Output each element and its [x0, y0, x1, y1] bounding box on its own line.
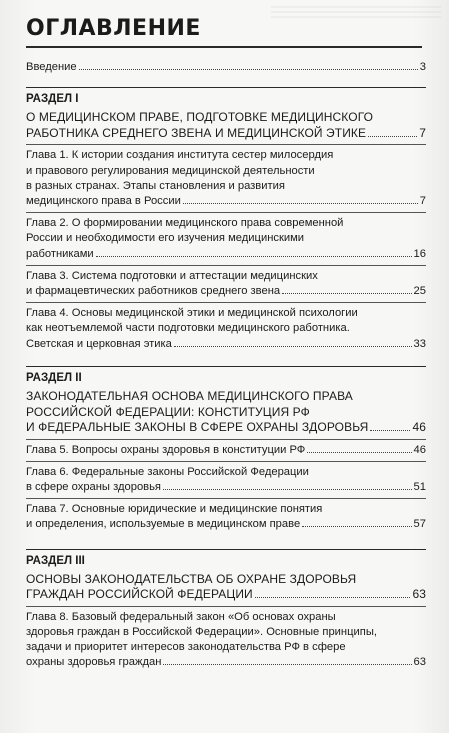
chapter-line	[26, 321, 426, 336]
toc-entry-chapter	[26, 302, 426, 352]
toc-section	[26, 366, 426, 533]
section-title-line	[26, 572, 426, 588]
chapter-line	[26, 148, 426, 163]
toc-entry-chapter	[26, 265, 426, 299]
dot-leader	[282, 293, 411, 294]
dot-leader	[174, 346, 412, 347]
section-label: РАЗДЕЛ II	[26, 371, 82, 384]
chapter-line	[26, 164, 426, 179]
dot-leader	[307, 452, 411, 453]
section-title-line	[26, 110, 426, 126]
section-title	[26, 110, 426, 141]
chapter-text: здоровья граждан в Российской Федерации». Основные принципы,	[26, 625, 377, 638]
section-title-line	[26, 389, 426, 405]
toc-entry-chapter	[26, 606, 426, 671]
chapter-line	[26, 179, 426, 194]
table-of-contents	[26, 58, 426, 671]
dot-leader	[163, 664, 411, 665]
page-number: 7	[419, 125, 426, 140]
section-title-text: О МЕДИЦИНСКОМ ПРАВЕ, ПОДГОТОВКЕ МЕДИЦИНСКОГО	[26, 110, 374, 125]
toc-entry-chapter	[26, 498, 426, 532]
chapter-line	[26, 269, 426, 284]
chapter-text: Глава 8. Базовый федеральный закон «Об основах охраны	[26, 610, 336, 623]
chapter-line	[26, 502, 426, 517]
chapter-text: и фармацевтических работников среднего звена	[26, 285, 281, 298]
dot-leader	[370, 430, 410, 431]
page-number: 25	[413, 285, 426, 298]
page-number: 63	[413, 656, 426, 669]
chapter-line	[26, 640, 426, 655]
section-title-line	[26, 126, 426, 142]
chapter-text: в разных странах. Этапы становления и развития	[26, 179, 285, 192]
chapter-text: и правового регулирования медицинской деятельности	[26, 164, 315, 177]
chapter-text: Глава 6. Федеральные законы Российской Федерации	[26, 465, 309, 478]
page-number: 16	[413, 247, 426, 260]
section-title-text: РОССИЙСКОЙ ФЕДЕРАЦИИ: КОНСТИТУЦИЯ РФ	[26, 404, 310, 419]
chapter-text: Глава 5. Вопросы охраны здоровья в конституции РФ	[26, 443, 306, 456]
chapter-text: России и необходимости его изучения медицинскими	[26, 232, 305, 245]
toc-entry-chapter	[26, 144, 426, 209]
dot-leader	[183, 203, 418, 204]
title-rule	[26, 46, 422, 48]
dot-leader	[255, 597, 411, 598]
show-through-text	[271, 6, 441, 20]
page-number: 57	[413, 518, 426, 531]
chapter-text: Глава 7. Основные юридические и медицинские понятия	[26, 503, 323, 516]
dot-leader	[163, 489, 412, 490]
section-title	[26, 389, 426, 436]
toc-entry-chapter	[26, 461, 426, 495]
toc-entry-introduction	[26, 60, 426, 75]
chapter-line	[26, 337, 426, 352]
chapter-line	[26, 284, 426, 299]
toc-entry-chapter	[26, 212, 426, 262]
chapter-line	[26, 194, 426, 209]
chapter-line	[26, 306, 426, 321]
chapter-line	[26, 625, 426, 640]
dot-leader	[302, 526, 411, 527]
toc-section	[26, 549, 426, 671]
page-number: 46	[413, 443, 426, 456]
chapter-text: и определения, используемые в медицинском праве	[26, 518, 301, 531]
toc-entry-text: Введение	[26, 61, 77, 73]
page-number: 46	[412, 420, 426, 435]
chapter-line	[26, 655, 426, 670]
chapter-text: охраны здоровья граждан	[26, 656, 162, 669]
chapter-text: работниками	[26, 247, 94, 260]
dot-leader	[79, 69, 418, 70]
page-title: ОГЛАВЛЕНИЕ	[26, 16, 201, 41]
chapter-text: Глава 3. Система подготовки и аттестации медицинских	[26, 269, 318, 282]
section-label: РАЗДЕЛ III	[26, 554, 85, 567]
chapter-text: в сфере охраны здоровья	[26, 480, 161, 493]
chapter-line	[26, 216, 426, 231]
page-number: 63	[412, 587, 426, 602]
toc-section	[26, 87, 426, 352]
page-number: 51	[413, 480, 426, 493]
chapter-text: как неотъемлемой части подготовки медицинского работника.	[26, 322, 350, 335]
chapter-line	[26, 443, 426, 458]
section-title-text: ГРАЖДАН РОССИЙСКОЙ ФЕДЕРАЦИИ	[26, 587, 253, 602]
section-title-line	[26, 587, 426, 603]
chapter-line	[26, 231, 426, 246]
dot-leader	[96, 256, 412, 257]
chapter-line	[26, 247, 426, 262]
section-label: РАЗДЕЛ I	[26, 93, 79, 106]
section-title-line	[26, 420, 426, 436]
chapter-text: Глава 4. Основы медицинской этики и медицинской психологии	[26, 307, 358, 320]
section-title-text: ЗАКОНОДАТЕЛЬНАЯ ОСНОВА МЕДИЦИНСКОГО ПРАВА	[26, 389, 353, 404]
chapter-line	[26, 610, 426, 625]
chapter-text: Светская и церковная этика	[26, 337, 172, 350]
page-number: 33	[413, 337, 426, 350]
dot-leader	[368, 136, 417, 137]
section-title-text: И ФЕДЕРАЛЬНЫЕ ЗАКОНЫ В СФЕРЕ ОХРАНЫ ЗДОРОВЬЯ	[26, 420, 369, 435]
chapter-line	[26, 480, 426, 495]
toc-entry-chapter	[26, 439, 426, 458]
chapter-text: задачи и приоритет интересов законодательства РФ в сфере	[26, 641, 346, 654]
page-number: 3	[419, 61, 426, 73]
section-title	[26, 572, 426, 603]
section-title-text: РАБОТНИКА СРЕДНЕГО ЗВЕНА И МЕДИЦИНСКОЙ ЭТИКЕ	[26, 125, 367, 140]
chapter-text: Глава 2. О формировании медицинского права современной	[26, 217, 344, 230]
chapter-text: медицинского права в России	[26, 195, 181, 208]
page-number: 7	[419, 195, 426, 208]
chapter-line	[26, 465, 426, 480]
section-title-line	[26, 405, 426, 421]
chapter-line	[26, 517, 426, 532]
chapter-text: Глава 1. К истории создания института сестер милосердия	[26, 149, 334, 162]
section-title-text: ОСНОВЫ ЗАКОНОДАТЕЛЬСТВА ОБ ОХРАНЕ ЗДОРОВЬЯ	[26, 571, 357, 586]
